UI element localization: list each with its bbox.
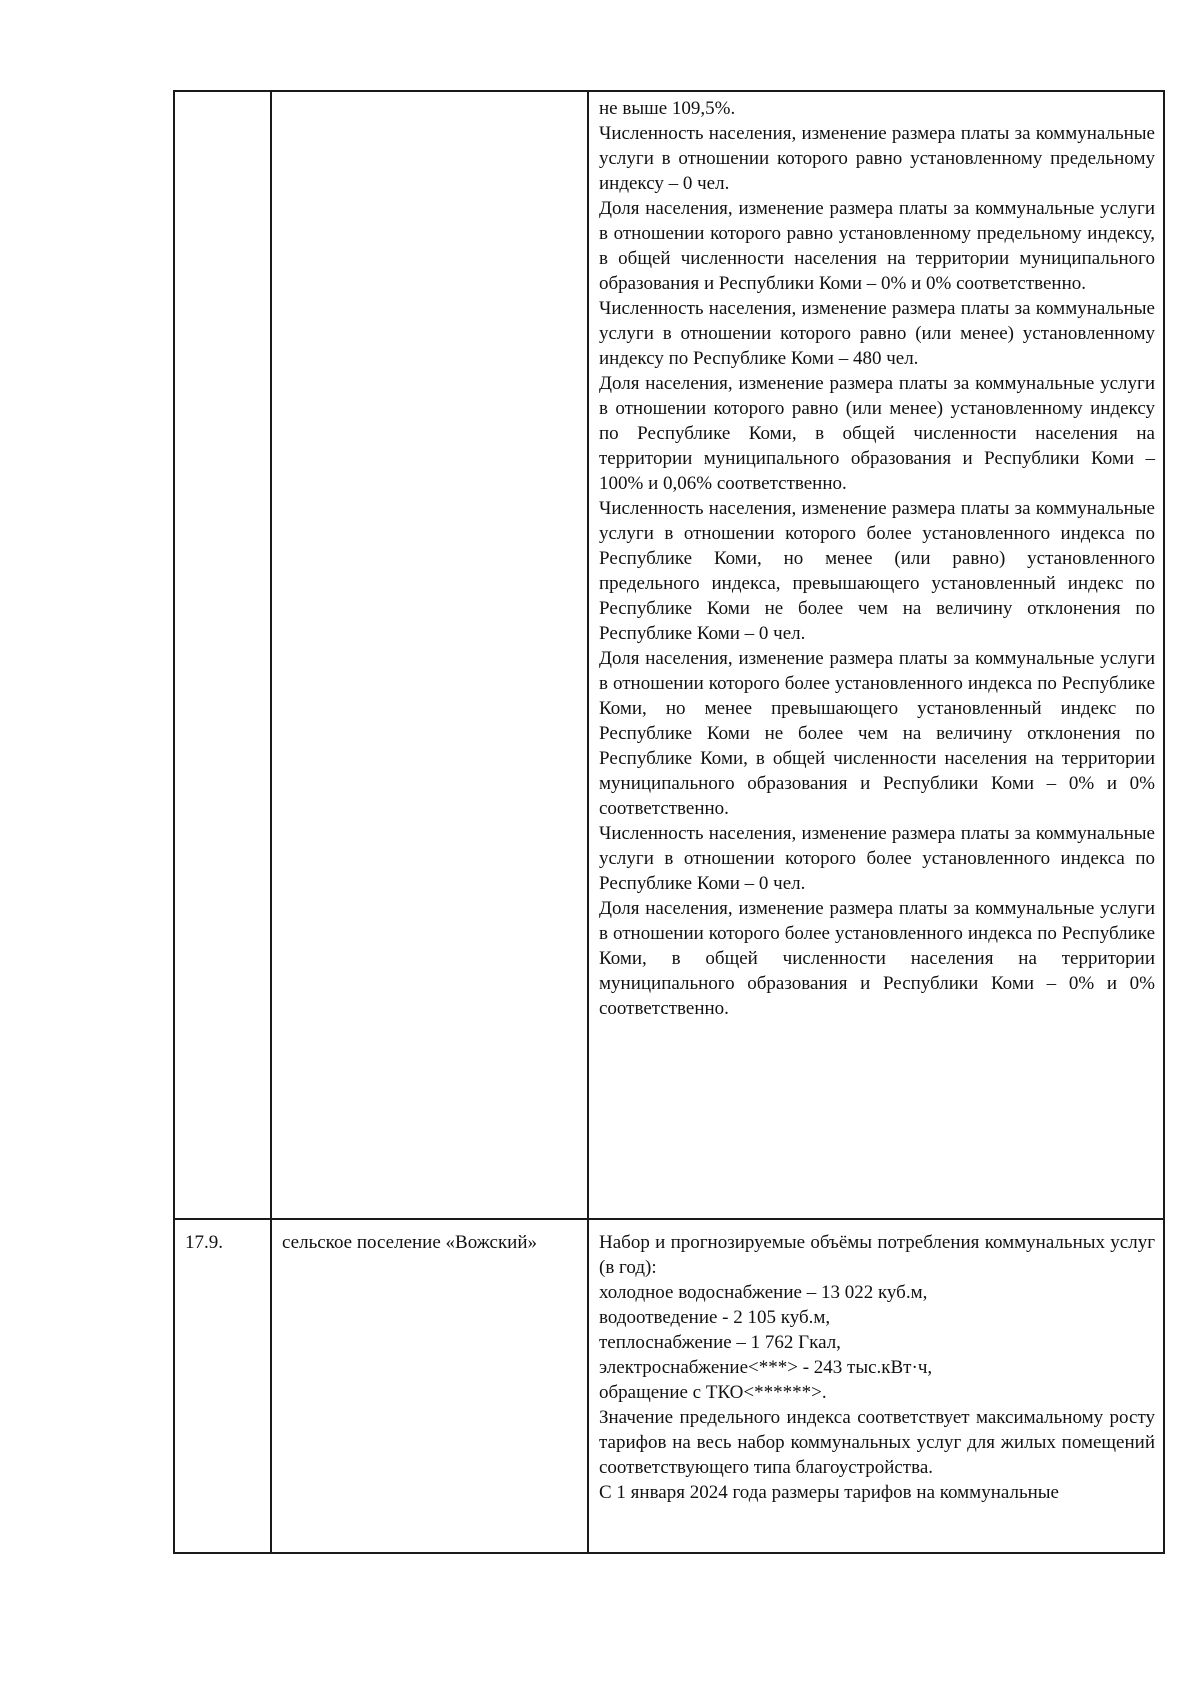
paragraph: холодное водоснабжение – 13 022 куб.м, [599,1282,928,1303]
description-cell [588,1219,1164,1553]
table-row [174,91,1164,1219]
row-number: 17.9. [174,1219,271,1553]
paragraph: Численность населения, изменение размера платы за коммунальные услуги в отношении которого более установленного индекса по Республике Коми, но менее (или равно) установленного предельного индекса, превышающего установленный индекс по Республике Коми не более чем на величину отклонения по Республике Коми – 0 чел. [599,498,1155,644]
paragraph: обращение с ТКО<******>. [599,1382,827,1403]
paragraph: Доля населения, изменение размера платы за коммунальные услуги в отношении которого равно (или менее) установленному индексу по Республике Коми, в общей численности населения на территории муниципального образования и Республики Коми – 100% и 0,06% соответственно. [599,373,1155,494]
paragraph: Доля населения, изменение размера платы за коммунальные услуги в отношении которого равно установленному предельному индексу, в общей численности населения на территории муниципального образования и Республики Коми – 0% и 0% соответственно. [599,198,1155,294]
paragraph: С 1 января 2024 года размеры тарифов на коммунальные [599,1482,1059,1503]
paragraph: водоотведение - 2 105 куб.м, [599,1307,831,1328]
paragraph: Значение предельного индекса соответствует максимальному росту тарифов на весь набор коммунальных услуг для жилых помещений соответствующего типа благоустройства. [599,1407,1155,1478]
paragraph: Численность населения, изменение размера платы за коммунальные услуги в отношении которого равно (или менее) установленному индексу по Республике Коми – 480 чел. [599,298,1155,369]
paragraph: Доля населения, изменение размера платы за коммунальные услуги в отношении которого более установленного индекса по Республике Коми, в общей численности населения на территории муниципального образования и Республики Коми – 0% и 0% соответственно. [599,898,1155,1019]
row-number [174,91,271,1219]
municipality-name [271,91,588,1219]
paragraph: Численность населения, изменение размера платы за коммунальные услуги в отношении которого более установленного индекса по Республике Коми – 0 чел. [599,823,1155,894]
description-cell [588,91,1164,1219]
municipality-name: сельское поселение «Вожский» [271,1219,588,1553]
paragraph: Численность населения, изменение размера платы за коммунальные услуги в отношении которого равно установленному предельному индексу – 0 чел. [599,123,1155,194]
paragraph: теплоснабжение – 1 762 Гкал, [599,1332,841,1353]
document-table [173,90,1165,1554]
paragraph: Набор и прогнозируемые объёмы потребления коммунальных услуг (в год): [599,1232,1155,1278]
table-row [174,1219,1164,1553]
paragraph: Доля населения, изменение размера платы за коммунальные услуги в отношении которого более установленного индекса по Республике Коми, но менее превышающего установленный индекс по Республике Коми не более чем на величину отклонения по Республике Коми, в общей численности населения на территории муниципального образования и Республики Коми – 0% и 0% соответственно. [599,648,1155,819]
paragraph: электроснабжение<***> - 243 тыс.кВт·ч, [599,1357,933,1378]
paragraph: не выше 109,5%. [599,98,736,119]
